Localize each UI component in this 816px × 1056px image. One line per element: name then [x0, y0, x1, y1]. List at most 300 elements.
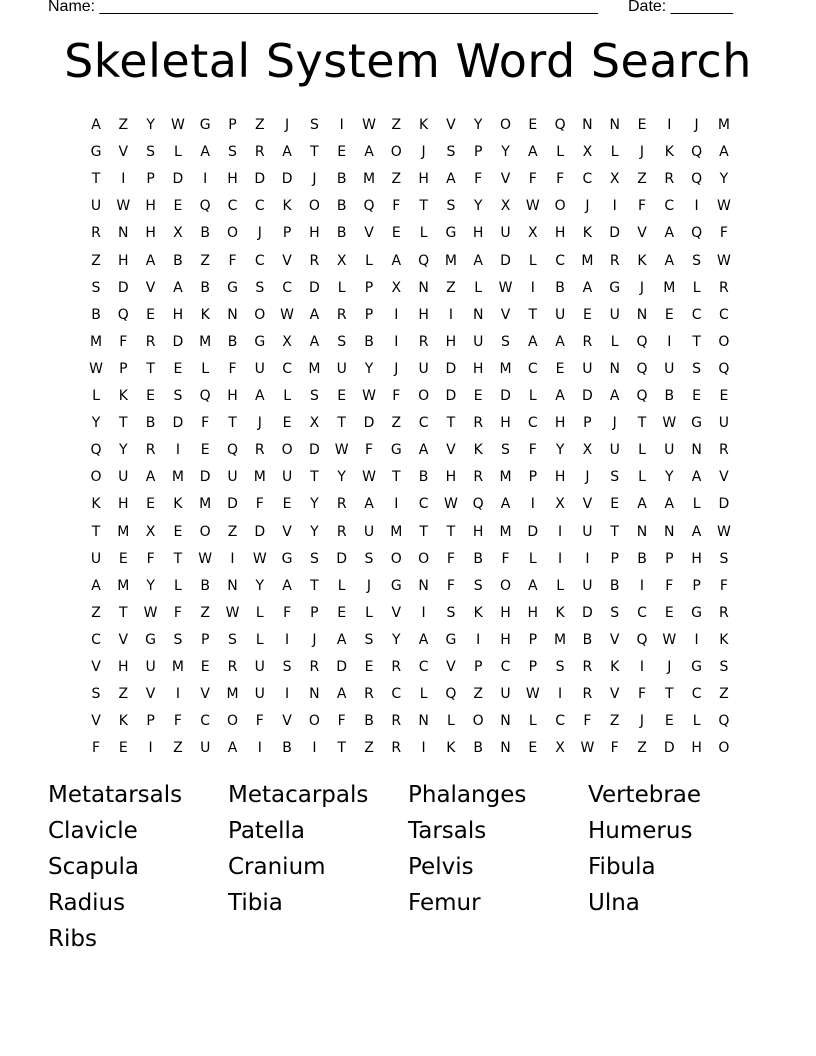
grid-letter[interactable]: N [472, 306, 484, 323]
grid-letter[interactable]: H [500, 604, 511, 621]
grid-letter[interactable]: J [585, 198, 590, 215]
grid-letter[interactable]: C [227, 198, 238, 215]
grid-letter[interactable]: R [227, 659, 238, 675]
grid-letter[interactable]: W [662, 415, 677, 432]
grid-letter[interactable]: U [664, 442, 675, 459]
grid-letter[interactable]: J [667, 659, 672, 675]
grid-letter[interactable]: Q [691, 171, 703, 188]
grid-letter[interactable]: N [609, 360, 620, 377]
grid-letter[interactable]: E [146, 496, 156, 513]
grid-letter[interactable]: P [228, 117, 237, 133]
grid-letter[interactable]: L [638, 442, 646, 459]
grid-letter[interactable]: A [336, 686, 347, 703]
grid-letter[interactable]: Y [146, 117, 155, 133]
grid-letter[interactable]: C [418, 659, 429, 675]
grid-letter[interactable]: C [418, 415, 429, 432]
grid-letter[interactable]: H [118, 659, 129, 675]
grid-letter[interactable]: Q [199, 388, 211, 404]
grid-letter[interactable]: W [716, 198, 731, 215]
grid-letter[interactable]: X [555, 496, 565, 513]
grid-letter[interactable]: P [528, 659, 538, 675]
grid-letter[interactable]: E [610, 496, 620, 513]
grid-letter[interactable]: Z [391, 117, 402, 133]
grid-letter[interactable]: E [664, 713, 674, 730]
grid-letter[interactable]: D [609, 225, 621, 242]
grid-letter[interactable]: X [528, 225, 538, 242]
grid-letter[interactable]: E [337, 144, 347, 161]
grid-letter[interactable]: F [392, 388, 401, 404]
grid-letter[interactable]: H [527, 604, 539, 621]
grid-letter[interactable]: A [255, 388, 265, 404]
grid-letter[interactable]: A [309, 333, 320, 350]
grid-letter[interactable]: U [90, 550, 102, 567]
grid-letter[interactable]: G [445, 631, 457, 648]
grid-letter[interactable]: I [394, 333, 399, 350]
grid-letter[interactable]: N [418, 279, 429, 296]
grid-letter[interactable]: R [254, 442, 265, 459]
grid-letter[interactable]: B [582, 631, 593, 648]
grid-letter[interactable]: V [719, 469, 729, 486]
grid-letter[interactable]: H [472, 523, 484, 540]
grid-letter[interactable]: T [146, 360, 155, 377]
grid-letter[interactable]: R [309, 659, 320, 675]
grid-letter[interactable]: Q [418, 252, 430, 269]
grid-letter[interactable]: G [390, 442, 402, 459]
grid-letter[interactable]: N [636, 306, 648, 323]
grid-letter[interactable]: Z [609, 713, 620, 730]
grid-letter[interactable]: I [203, 171, 208, 188]
date-field[interactable]: Date: _______ [628, 0, 733, 15]
grid-letter[interactable]: W [334, 442, 349, 459]
grid-letter[interactable]: A [282, 144, 292, 161]
grid-letter[interactable]: I [339, 117, 344, 133]
grid-letter[interactable]: J [694, 117, 699, 133]
grid-letter[interactable]: E [282, 496, 292, 513]
grid-letter[interactable]: Z [91, 252, 101, 269]
grid-letter[interactable]: S [610, 604, 620, 621]
grid-letter[interactable]: Z [391, 415, 402, 432]
grid-letter[interactable]: I [285, 631, 290, 648]
grid-letter[interactable]: V [500, 306, 511, 323]
grid-letter[interactable]: D [500, 252, 511, 269]
grid-letter[interactable]: A [555, 333, 565, 350]
grid-letter[interactable]: R [609, 252, 620, 269]
grid-letter[interactable]: E [200, 442, 210, 459]
grid-letter[interactable]: J [394, 360, 399, 377]
grid-letter[interactable]: L [173, 577, 182, 594]
grid-letter[interactable]: P [364, 306, 374, 323]
grid-letter[interactable]: V [118, 144, 129, 161]
grid-letter[interactable]: D [254, 171, 266, 188]
grid-letter[interactable]: L [692, 496, 701, 513]
grid-letter[interactable]: I [448, 306, 453, 323]
grid-letter[interactable]: I [639, 577, 645, 594]
grid-letter[interactable]: J [257, 415, 262, 432]
grid-letter[interactable]: A [336, 631, 347, 648]
grid-letter[interactable]: X [609, 171, 620, 188]
grid-letter[interactable]: P [665, 550, 674, 567]
grid-letter[interactable]: M [663, 279, 676, 296]
grid-letter[interactable]: V [446, 117, 456, 133]
grid-letter[interactable]: S [446, 198, 456, 215]
grid-letter[interactable]: T [419, 523, 428, 540]
grid-letter[interactable]: A [664, 496, 675, 513]
grid-letter[interactable]: R [664, 171, 675, 188]
grid-letter[interactable]: Z [118, 117, 129, 133]
grid-letter[interactable]: D [582, 604, 593, 621]
grid-letter[interactable]: V [118, 631, 129, 648]
grid-letter[interactable]: L [255, 631, 264, 648]
grid-letter[interactable]: J [585, 469, 590, 486]
grid-letter[interactable]: O [90, 469, 102, 486]
grid-letter[interactable]: S [255, 279, 265, 296]
grid-letter[interactable]: H [418, 306, 429, 323]
grid-letter[interactable]: N [636, 523, 648, 540]
grid-letter[interactable]: C [418, 496, 429, 513]
grid-letter[interactable]: F [637, 198, 647, 215]
grid-letter[interactable]: W [225, 604, 240, 621]
grid-letter[interactable]: C [200, 713, 211, 730]
grid-letter[interactable]: W [280, 306, 295, 323]
grid-letter[interactable]: G [227, 279, 238, 296]
grid-letter[interactable]: O [472, 713, 484, 730]
grid-letter[interactable]: F [583, 713, 592, 730]
grid-letter[interactable]: L [337, 279, 346, 296]
grid-letter[interactable]: J [612, 415, 617, 432]
grid-letter[interactable]: F [637, 686, 647, 703]
grid-letter[interactable]: T [337, 740, 346, 757]
grid-letter[interactable]: T [392, 469, 401, 486]
grid-letter[interactable]: M [117, 523, 130, 540]
grid-letter[interactable]: O [308, 198, 320, 215]
grid-letter[interactable]: T [637, 415, 647, 432]
grid-letter[interactable]: L [419, 225, 428, 242]
grid-letter[interactable]: N [227, 577, 238, 594]
grid-letter[interactable]: R [391, 740, 402, 757]
grid-letter[interactable]: R [582, 659, 593, 675]
grid-letter[interactable]: Z [255, 117, 265, 133]
grid-letter[interactable]: C [637, 604, 647, 621]
grid-letter[interactable]: R [91, 225, 101, 242]
grid-letter[interactable]: U [254, 360, 265, 377]
grid-letter[interactable]: D [172, 333, 184, 350]
grid-letter[interactable]: F [146, 550, 155, 567]
grid-letter[interactable]: E [146, 306, 156, 323]
grid-letter[interactable]: R [719, 442, 729, 459]
grid-letter[interactable]: P [528, 469, 538, 486]
grid-letter[interactable]: H [500, 415, 511, 432]
grid-letter[interactable]: M [171, 469, 184, 486]
grid-letter[interactable]: L [556, 144, 564, 161]
grid-letter[interactable]: F [173, 713, 182, 730]
grid-letter[interactable]: E [118, 550, 128, 567]
grid-letter[interactable]: F [255, 496, 264, 513]
grid-letter[interactable]: U [582, 523, 593, 540]
grid-letter[interactable]: Q [636, 333, 648, 350]
grid-letter[interactable]: S [309, 550, 319, 567]
grid-letter[interactable]: B [418, 469, 429, 486]
grid-letter[interactable]: S [228, 631, 237, 648]
grid-letter[interactable]: Y [310, 523, 319, 540]
grid-letter[interactable]: M [499, 469, 512, 486]
grid-letter[interactable]: I [530, 279, 535, 296]
grid-letter[interactable]: F [719, 577, 728, 594]
grid-letter[interactable]: K [637, 252, 647, 269]
grid-letter[interactable]: B [91, 306, 101, 323]
grid-letter[interactable]: E [692, 388, 702, 404]
grid-letter[interactable]: H [227, 388, 238, 404]
grid-letter[interactable]: D [117, 279, 129, 296]
grid-letter[interactable]: O [199, 523, 211, 540]
grid-letter[interactable]: B [200, 225, 210, 242]
grid-letter[interactable]: S [473, 577, 483, 594]
grid-letter[interactable]: L [638, 469, 646, 486]
grid-letter[interactable]: P [146, 713, 155, 730]
grid-letter[interactable]: C [582, 171, 593, 188]
grid-letter[interactable]: E [528, 117, 538, 133]
grid-letter[interactable]: S [173, 631, 183, 648]
grid-letter[interactable]: F [364, 442, 374, 459]
grid-letter[interactable]: I [558, 523, 563, 540]
grid-letter[interactable]: L [446, 713, 455, 730]
grid-letter[interactable]: B [364, 333, 374, 350]
grid-letter[interactable]: B [473, 550, 483, 567]
grid-letter[interactable]: W [116, 198, 131, 215]
grid-letter[interactable]: B [145, 415, 156, 432]
grid-letter[interactable]: N [664, 523, 675, 540]
grid-letter[interactable]: V [582, 496, 593, 513]
grid-letter[interactable]: M [554, 631, 567, 648]
grid-letter[interactable]: M [499, 523, 512, 540]
grid-letter[interactable]: X [500, 198, 511, 215]
grid-letter[interactable]: S [91, 686, 101, 703]
grid-letter[interactable]: V [446, 442, 456, 459]
grid-letter[interactable]: U [90, 198, 102, 215]
grid-letter[interactable]: S [228, 144, 237, 161]
grid-letter[interactable]: G [609, 279, 621, 296]
grid-letter[interactable]: H [118, 496, 129, 513]
grid-letter[interactable]: X [173, 225, 183, 242]
grid-letter[interactable]: L [474, 279, 483, 296]
grid-letter[interactable]: I [639, 659, 645, 675]
grid-letter[interactable]: Y [255, 577, 265, 594]
grid-letter[interactable]: T [692, 333, 701, 350]
grid-letter[interactable]: C [555, 713, 565, 730]
grid-letter[interactable]: V [145, 686, 156, 703]
grid-letter[interactable]: Q [90, 442, 102, 459]
grid-letter[interactable]: Y [364, 360, 374, 377]
grid-letter[interactable]: J [639, 144, 645, 161]
grid-letter[interactable]: P [583, 415, 592, 432]
grid-letter[interactable]: A [364, 144, 374, 161]
grid-letter[interactable]: U [609, 306, 620, 323]
grid-letter[interactable]: C [91, 631, 101, 648]
grid-letter[interactable]: S [719, 659, 729, 675]
grid-letter[interactable]: I [694, 631, 699, 648]
grid-letter[interactable]: Q [363, 198, 375, 215]
grid-letter[interactable]: E [146, 388, 156, 404]
grid-letter[interactable]: Q [472, 496, 484, 513]
grid-letter[interactable]: C [500, 659, 511, 675]
grid-letter[interactable]: G [254, 333, 266, 350]
grid-letter[interactable]: O [418, 388, 430, 404]
grid-letter[interactable]: I [394, 306, 399, 323]
grid-letter[interactable]: Y [473, 117, 483, 133]
grid-letter[interactable]: D [172, 171, 184, 188]
grid-letter[interactable]: N [500, 740, 511, 757]
grid-letter[interactable]: M [226, 686, 239, 703]
grid-letter[interactable]: Y [337, 469, 346, 486]
grid-letter[interactable]: X [391, 279, 402, 296]
grid-letter[interactable]: E [337, 604, 347, 621]
grid-letter[interactable]: P [473, 659, 483, 675]
grid-letter[interactable]: S [692, 252, 702, 269]
grid-letter[interactable]: M [444, 252, 457, 269]
grid-letter[interactable]: N [309, 686, 320, 703]
grid-letter[interactable]: K [173, 496, 183, 513]
grid-letter[interactable]: G [691, 659, 703, 675]
grid-letter[interactable]: S [692, 360, 702, 377]
grid-letter[interactable]: E [664, 306, 674, 323]
grid-letter[interactable]: Y [555, 442, 565, 459]
grid-letter[interactable]: O [254, 306, 266, 323]
grid-letter[interactable]: W [498, 279, 513, 296]
grid-letter[interactable]: K [282, 198, 292, 215]
grid-letter[interactable]: L [92, 388, 100, 404]
grid-letter[interactable]: Z [227, 523, 238, 540]
grid-letter[interactable]: U [118, 469, 129, 486]
grid-letter[interactable]: S [446, 604, 456, 621]
grid-letter[interactable]: G [390, 577, 402, 594]
grid-letter[interactable]: G [691, 415, 703, 432]
grid-letter[interactable]: E [637, 117, 647, 133]
grid-letter[interactable]: C [555, 252, 565, 269]
grid-letter[interactable]: R [391, 659, 402, 675]
grid-letter[interactable]: B [200, 279, 210, 296]
grid-letter[interactable]: W [525, 198, 540, 215]
grid-letter[interactable]: B [200, 577, 210, 594]
grid-letter[interactable]: R [145, 333, 156, 350]
grid-letter[interactable]: K [610, 659, 620, 675]
grid-letter[interactable]: X [282, 333, 292, 350]
grid-letter[interactable]: F [446, 577, 455, 594]
grid-letter[interactable]: A [227, 740, 238, 757]
grid-letter[interactable]: C [282, 279, 292, 296]
grid-letter[interactable]: M [390, 523, 403, 540]
grid-letter[interactable]: N [227, 306, 238, 323]
grid-letter[interactable]: F [556, 171, 565, 188]
grid-letter[interactable]: Y [501, 144, 510, 161]
grid-letter[interactable]: M [117, 577, 130, 594]
grid-letter[interactable]: F [719, 225, 728, 242]
grid-letter[interactable]: G [90, 144, 102, 161]
grid-letter[interactable]: U [609, 442, 620, 459]
grid-letter[interactable]: U [554, 306, 566, 323]
grid-letter[interactable]: J [285, 117, 290, 133]
grid-letter[interactable]: T [310, 144, 319, 161]
grid-letter[interactable]: I [394, 496, 399, 513]
grid-letter[interactable]: Z [637, 740, 647, 757]
grid-letter[interactable]: Z [118, 686, 129, 703]
grid-letter[interactable]: L [610, 333, 619, 350]
grid-letter[interactable]: A [555, 388, 565, 404]
grid-letter[interactable]: E [364, 659, 374, 675]
grid-letter[interactable]: I [148, 740, 153, 757]
grid-letter[interactable]: A [145, 469, 156, 486]
grid-letter[interactable]: W [198, 550, 213, 567]
grid-letter[interactable]: F [610, 740, 619, 757]
grid-letter[interactable]: Y [146, 577, 155, 594]
grid-letter[interactable]: I [121, 171, 126, 188]
grid-letter[interactable]: A [637, 496, 647, 513]
grid-letter[interactable]: U [200, 740, 211, 757]
grid-letter[interactable]: P [364, 279, 374, 296]
grid-letter[interactable]: E [173, 198, 183, 215]
grid-letter[interactable]: U [418, 360, 429, 377]
grid-letter[interactable]: E [555, 360, 565, 377]
grid-letter[interactable]: W [362, 117, 376, 133]
grid-letter[interactable]: Q [636, 360, 648, 377]
grid-letter[interactable]: R [309, 252, 320, 269]
grid-letter[interactable]: L [283, 388, 291, 404]
grid-letter[interactable]: K [91, 496, 101, 513]
grid-letter[interactable]: A [446, 171, 456, 188]
grid-letter[interactable]: H [145, 198, 156, 215]
grid-letter[interactable]: A [691, 523, 702, 540]
grid-letter[interactable]: R [336, 496, 347, 513]
grid-letter[interactable]: M [308, 360, 321, 377]
grid-letter[interactable]: F [173, 604, 182, 621]
grid-letter[interactable]: Y [473, 198, 483, 215]
grid-letter[interactable]: H [309, 225, 320, 242]
grid-letter[interactable]: Q [226, 442, 239, 459]
grid-letter[interactable]: S [446, 144, 456, 161]
grid-letter[interactable]: P [528, 631, 538, 648]
grid-letter[interactable]: K [473, 442, 483, 459]
grid-letter[interactable]: O [390, 550, 402, 567]
grid-letter[interactable]: A [528, 144, 538, 161]
grid-letter[interactable]: U [582, 360, 593, 377]
grid-letter[interactable]: A [173, 279, 183, 296]
grid-letter[interactable]: L [201, 360, 210, 377]
grid-letter[interactable]: I [312, 740, 317, 757]
grid-letter[interactable]: F [228, 360, 237, 377]
grid-letter[interactable]: S [146, 144, 156, 161]
grid-letter[interactable]: U [500, 225, 511, 242]
grid-letter[interactable]: G [281, 550, 293, 567]
grid-letter[interactable]: D [363, 415, 375, 432]
grid-letter[interactable]: H [554, 415, 566, 432]
grid-letter[interactable]: A [309, 306, 320, 323]
grid-letter[interactable]: Z [391, 171, 402, 188]
grid-letter[interactable]: H [418, 171, 429, 188]
grid-letter[interactable]: U [145, 659, 156, 675]
grid-letter[interactable]: A [418, 631, 429, 648]
grid-letter[interactable]: E [719, 388, 729, 404]
grid-letter[interactable]: V [609, 631, 620, 648]
grid-letter[interactable]: X [582, 144, 593, 161]
grid-letter[interactable]: O [718, 740, 730, 757]
grid-letter[interactable]: I [476, 631, 481, 648]
grid-letter[interactable]: A [391, 252, 402, 269]
grid-letter[interactable]: P [310, 604, 319, 621]
grid-letter[interactable]: G [145, 631, 157, 648]
grid-letter[interactable]: L [692, 713, 701, 730]
grid-letter[interactable]: S [610, 469, 620, 486]
grid-letter[interactable]: E [282, 415, 292, 432]
grid-letter[interactable]: A [91, 117, 101, 133]
grid-letter[interactable]: A [418, 442, 429, 459]
